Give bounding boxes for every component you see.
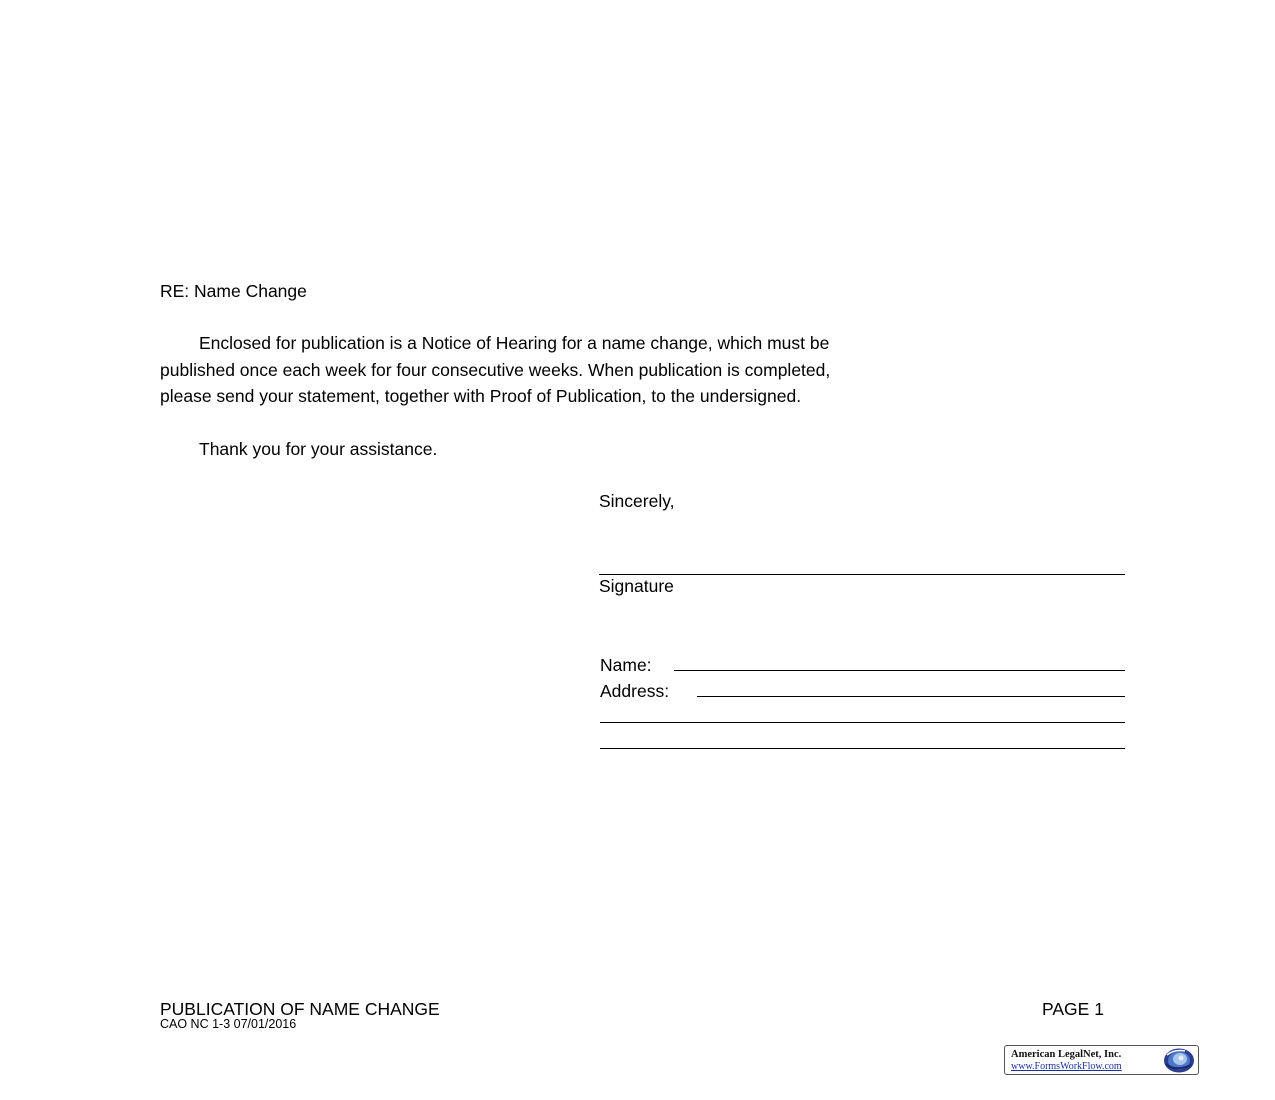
address-label: Address: [600, 681, 670, 701]
body-line-3: please send your statement, together with Proof of Publication, to the undersigned. [160, 386, 802, 406]
thanks-line: Thank you for your assistance. [199, 439, 438, 459]
address-field-line-2[interactable] [600, 722, 1125, 723]
logo-url-link[interactable]: www.FormsWorkFlow.com [1011, 1061, 1122, 1072]
globe-icon [1161, 1047, 1195, 1074]
name-label: Name: [600, 655, 652, 675]
re-line: RE: Name Change [160, 281, 307, 301]
body-line-1: Enclosed for publication is a Notice of Hearing for a name change, which must be [199, 333, 830, 353]
logo-company-name: American LegalNet, Inc. [1011, 1049, 1122, 1060]
page-number: PAGE 1 [1042, 999, 1104, 1019]
address-field-line-1[interactable] [697, 696, 1125, 697]
name-field-line[interactable] [674, 670, 1125, 671]
signature-line[interactable] [599, 574, 1125, 575]
company-logo[interactable] [1004, 1045, 1199, 1075]
form-code: CAO NC 1-3 07/01/2016 [160, 1017, 297, 1031]
address-field-line-3[interactable] [600, 748, 1125, 749]
signature-label: Signature [599, 576, 674, 596]
form-title: PUBLICATION OF NAME CHANGE [160, 999, 440, 1019]
body-line-2: published once each week for four consecutive weeks. When publication is completed, [160, 360, 831, 380]
closing: Sincerely, [599, 491, 675, 511]
